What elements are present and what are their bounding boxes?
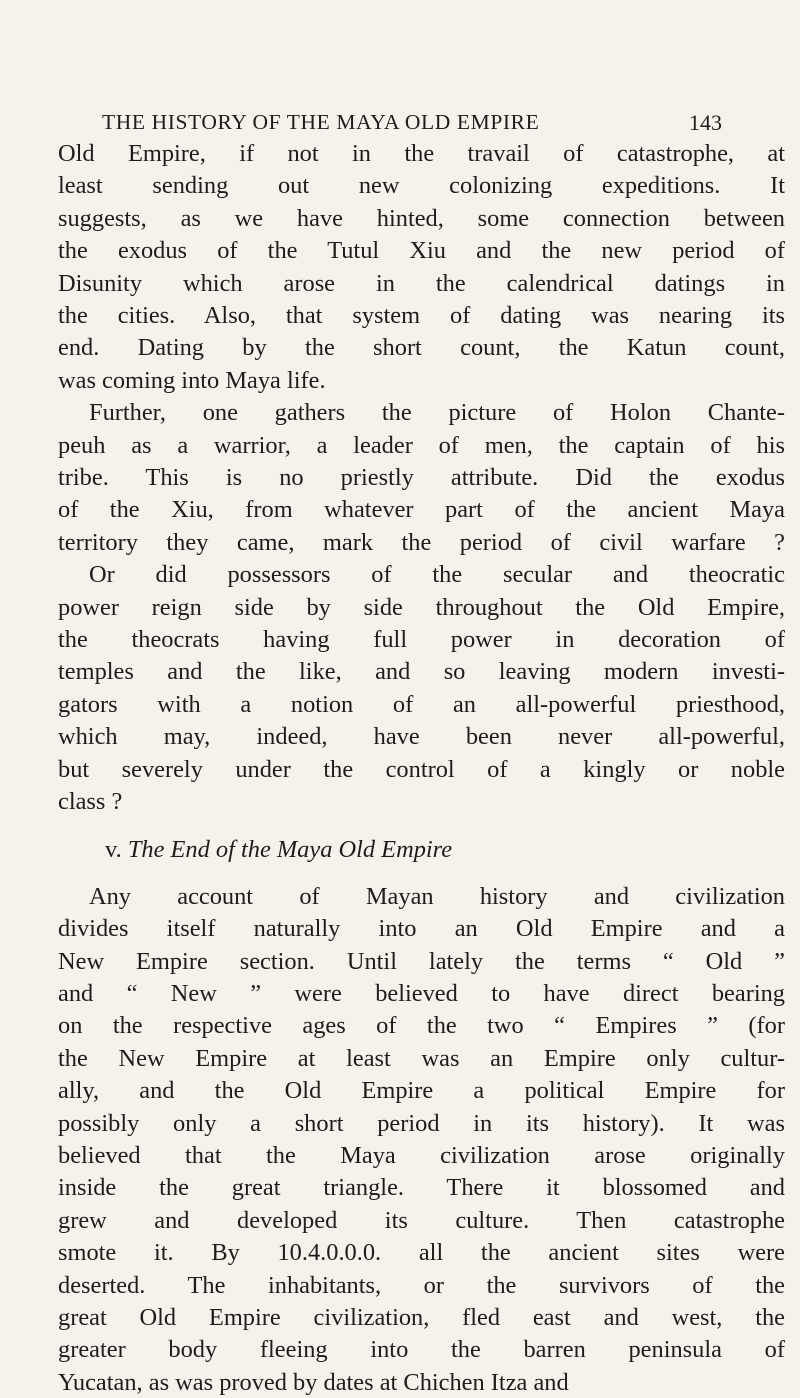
text-line: divides itself naturally into an Old Empire and a: [58, 915, 785, 943]
text-line: grew and developed its culture. Then catastrophe: [58, 1206, 785, 1234]
text-line: of the Xiu, from whatever part of the ancient Maya: [58, 496, 785, 524]
text-line: deserted. The inhabitants, or the survivors of the: [58, 1271, 785, 1299]
text-line: Disunity which arose in the calendrical datings in: [58, 269, 785, 297]
text-line: Old Empire, if not in the travail of catastrophe, at: [58, 140, 785, 167]
text-line: tribe. This is no priestly attribute. Did the exodus: [58, 464, 785, 491]
text-line: Yucatan, as was proved by dates at Chichen Itza and: [58, 1368, 569, 1396]
text-line: greater body fleeing into the barren peninsula of: [58, 1336, 785, 1364]
text-line: class ?: [58, 788, 123, 815]
running-head: [102, 110, 722, 140]
text-line: smote it. By 10.4.0.0.0. all the ancient sites were: [58, 1239, 785, 1267]
text-line: the New Empire at least was an Empire only cultur-: [58, 1044, 785, 1072]
text-line: gators with a notion of an all-powerful priesthood,: [58, 690, 785, 718]
text-line: great Old Empire civilization, fled east and west, the: [58, 1304, 785, 1331]
text-line: the theocrats having full power in decoration of: [58, 626, 785, 653]
text-line: peuh as a warrior, a leader of men, the captain of his: [58, 431, 785, 459]
page-number: 143: [689, 110, 722, 135]
text-line: which may, indeed, have been never all-powerful,: [58, 723, 785, 751]
text-line: territory they came, mark the period of civil warfare ?: [58, 528, 785, 556]
text-line: Further, one gathers the picture of Holon Chante-: [89, 399, 785, 427]
section-heading: [105, 835, 452, 865]
text-line: Or did possessors of the secular and theocratic: [89, 561, 785, 589]
text-line: New Empire section. Until lately the terms “ Old ”: [58, 947, 785, 975]
text-line: the exodus of the Tutul Xiu and the new period of: [58, 237, 785, 265]
text-line: possibly only a short period in its history). It was: [58, 1109, 785, 1137]
text-line: inside the great triangle. There it blossomed and: [58, 1174, 785, 1202]
text-line: least sending out new colonizing expeditions. It: [58, 172, 785, 200]
text-line: on the respective ages of the two “ Empires ” (for: [58, 1012, 785, 1040]
text-line: was coming into Maya life.: [58, 366, 326, 394]
running-title: THE HISTORY OF THE MAYA OLD EMPIRE: [102, 110, 540, 134]
section-title: The End of the Maya Old Empire: [127, 836, 453, 864]
section-number: v.: [105, 836, 122, 864]
text-line: but severely under the control of a kingly or noble: [58, 755, 785, 783]
text-line: Any account of Mayan history and civilization: [89, 882, 785, 910]
text-line: power reign side by side throughout the Old Empire,: [58, 593, 785, 621]
text-line: believed that the Maya civilization arose originally: [58, 1142, 785, 1169]
text-line: suggests, as we have hinted, some connection between: [58, 204, 785, 232]
text-line: end. Dating by the short count, the Katun count,: [58, 334, 785, 362]
text-line: and “ New ” were believed to have direct bearing: [58, 980, 785, 1007]
text-line: the cities. Also, that system of dating was nearing its: [58, 302, 785, 329]
text-line: ally, and the Old Empire a political Empire for: [58, 1077, 785, 1105]
text-line: temples and the like, and so leaving modern investi-: [58, 658, 785, 686]
